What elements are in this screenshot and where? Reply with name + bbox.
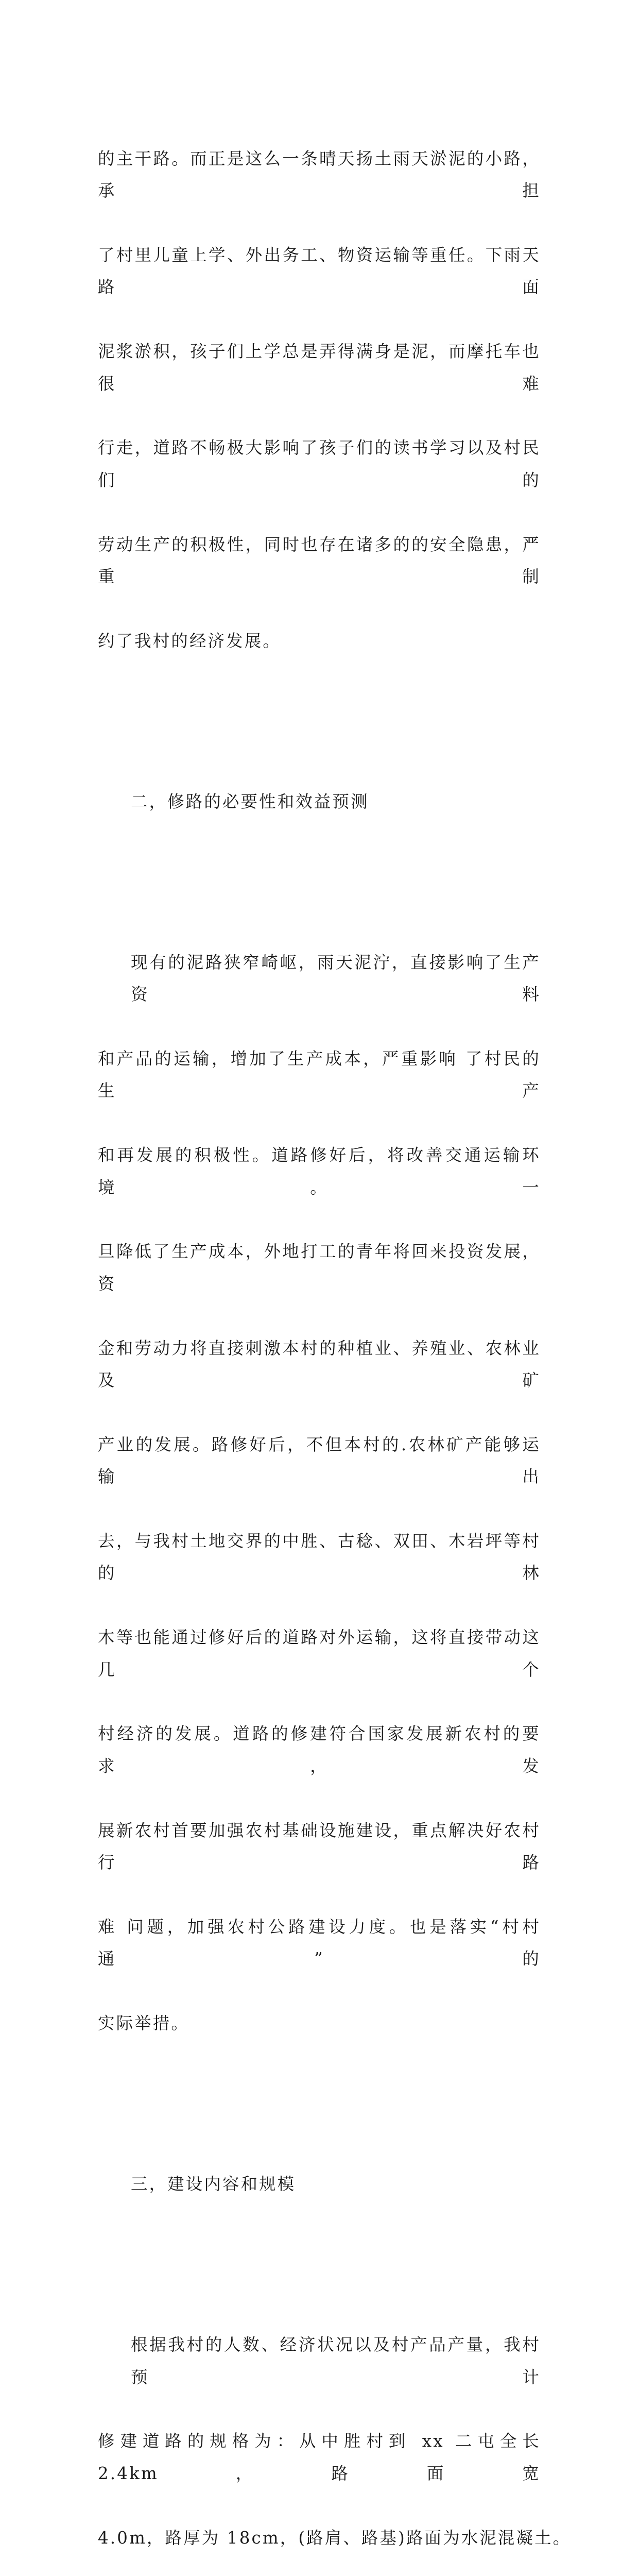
text-line: 的主干路。而正是这么一条晴天扬土雨天淤泥的小路，承担 (98, 148, 541, 201)
heading-text: 二，修路的必要性和效益预测 (131, 791, 369, 811)
paragraph-construction (98, 2264, 572, 2576)
section-heading-necessity (98, 721, 541, 882)
text-line: 和再发展的积极性。道路修好后，将改善交通运输环境。一 (98, 1145, 541, 1197)
text-line: 和产品的运输，增加了生产成本，严重影响 了村民的生产 (98, 1049, 541, 1101)
text-line: 修建道路的规格为：从中胜村到 xx 二屯全长 2.4km，路面宽 (98, 2431, 541, 2483)
text-line: 旦降低了生产成本，外地打工的青年将回来投资发展， 资 (98, 1242, 541, 1294)
text-line: 村经济的发展。道路的修建符合国家发展新农村的要求，发 (98, 1724, 541, 1776)
document-body (98, 78, 572, 2576)
text-line: 约了我村的经济发展。 (98, 631, 281, 651)
heading-text: 三，建设内容和规模 (131, 2174, 296, 2194)
text-line: 了村里儿童上学、外出务工、物资运输等重任。下雨天路面 (98, 245, 541, 297)
text-line: 金和劳动力将直接刺激本村的种植业、养殖业、农林业及矿 (98, 1338, 541, 1391)
paragraph-necessity (98, 882, 541, 2104)
paragraph-road-condition (98, 78, 541, 721)
text-line: 行走，道路不畅极大影响了孩子们的读书学习以及村民们的 (98, 438, 541, 490)
text-line: 泥浆淤积，孩子们上学总是弄得满身是泥，而摩托车也很难 (98, 342, 541, 394)
text-line: 去，与我村土地交界的中胜、古稔、双田、木岩坪等村的林 (98, 1531, 541, 1583)
section-heading-construction (98, 2104, 541, 2264)
text-line: 展新农村首要加强农村基础设施建设，重点解决好农村行路 (98, 1820, 541, 1873)
text-line: 现有的泥路狭窄崎岖，雨天泥泞，直接影响了生产资料 (131, 952, 541, 1005)
text-line: 实际举措。 (98, 2013, 189, 2033)
text-line: 劳动生产的积极性，同时也存在诸多的的安全隐患，严重制 (98, 534, 541, 587)
text-line: 产业的发展。路修好后，不但本村的.农林矿产能够运输出 (98, 1434, 541, 1487)
text-line: 难 问题，加强农村公路建设力度。也是落实“村村通”的 (98, 1917, 541, 1969)
text-line: 木等也能通过修好后的道路对外运输，这将直接带动这几个 (98, 1628, 541, 1680)
text-line: 根据我村的人数、经济状况以及村产品产量，我村预计 (131, 2335, 541, 2387)
text-line: 4.0m，路厚为 18cm，(路肩、路基)路面为水泥混凝土。 (98, 2528, 572, 2548)
